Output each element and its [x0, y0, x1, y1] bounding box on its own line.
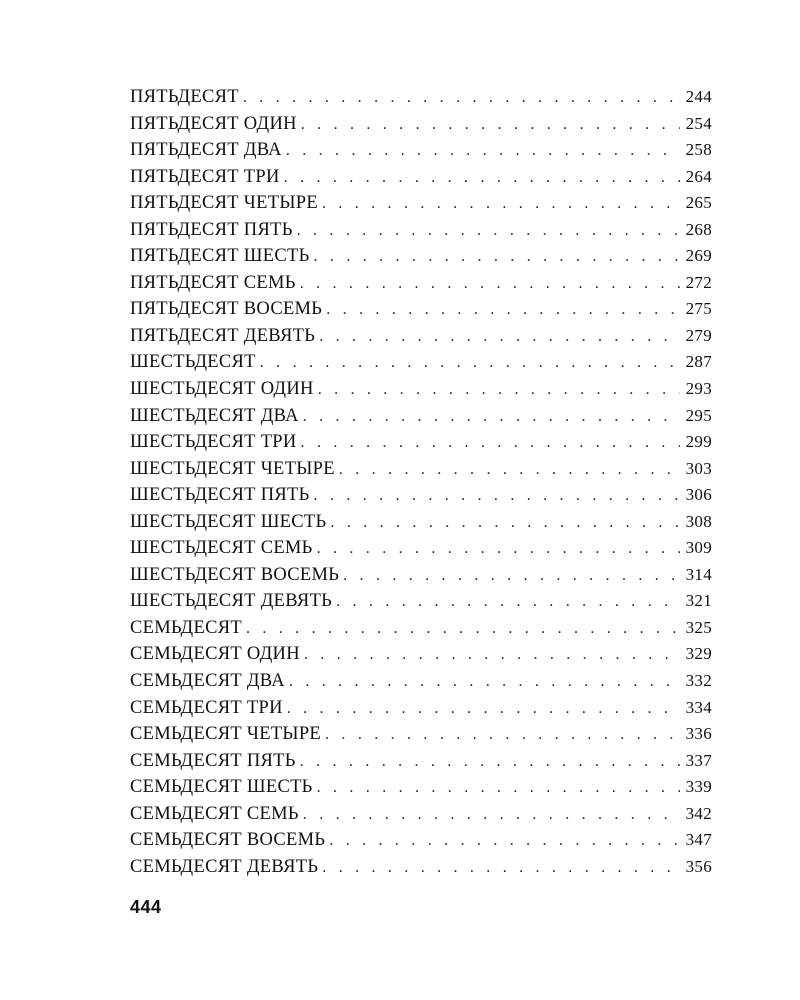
toc-entry-title: ПЯТЬДЕСЯТ ТРИ	[130, 166, 280, 187]
toc-entry-title: ШЕСТЬДЕСЯТ ДВА	[130, 405, 299, 426]
toc-entry	[130, 588, 712, 615]
toc-entry-title: ШЕСТЬДЕСЯТ ШЕСТЬ	[130, 511, 327, 532]
toc-dot-leader	[301, 430, 680, 457]
toc-entry-page-number: 342	[685, 803, 712, 823]
toc-entry-page-number: 295	[685, 405, 712, 425]
toc-entry-title: СЕМЬДЕСЯТ ДВА	[130, 671, 285, 692]
toc-entry	[130, 190, 712, 217]
toc-entry-page-number: 306	[685, 485, 712, 505]
toc-entry-title: СЕМЬДЕСЯТ ШЕСТЬ	[130, 777, 313, 798]
toc-entry-page-number: 299	[685, 432, 712, 452]
toc-entry	[130, 854, 712, 881]
toc-entry-page-number: 254	[685, 113, 712, 133]
toc-dot-leader	[330, 510, 679, 537]
toc-entry-title: ПЯТЬДЕСЯТ ЧЕТЫРЕ	[130, 193, 318, 214]
toc-entry-title: ШЕСТЬДЕСЯТ ТРИ	[130, 432, 297, 453]
toc-entry-title: СЕМЬДЕСЯТ СЕМЬ	[130, 803, 299, 824]
toc-entry-title: СЕМЬДЕСЯТ ЧЕТЫРЕ	[130, 724, 322, 745]
toc-dot-leader	[314, 483, 680, 510]
toc-dot-leader	[318, 377, 680, 404]
toc-dot-leader	[325, 722, 680, 749]
toc-entry-title: ШЕСТЬДЕСЯТ	[130, 352, 256, 373]
toc-entry	[130, 695, 712, 722]
toc-entry-page-number: 325	[685, 617, 712, 637]
toc-entry	[130, 217, 712, 244]
toc-dot-leader	[260, 350, 680, 377]
toc-entry	[130, 482, 712, 509]
toc-dot-leader	[301, 112, 680, 139]
toc-entry-page-number: 264	[685, 166, 712, 186]
toc-entry-page-number: 275	[685, 299, 712, 319]
toc-dot-leader	[329, 828, 679, 855]
toc-dot-leader	[317, 775, 680, 802]
toc-entry-title: СЕМЬДЕСЯТ ПЯТЬ	[130, 750, 296, 771]
toc-entry-page-number: 314	[685, 564, 712, 584]
toc-dot-leader	[243, 85, 680, 112]
toc-entry-title: ШЕСТЬДЕСЯТ ЧЕТЫРЕ	[130, 458, 335, 479]
toc-dot-leader	[286, 138, 680, 165]
toc-dot-leader	[343, 563, 679, 590]
toc-entry	[130, 827, 712, 854]
toc-entry	[130, 641, 712, 668]
table-of-contents	[130, 84, 712, 880]
toc-entry-title: СЕМЬДЕСЯТ ОДИН	[130, 644, 300, 665]
page-number: 444	[130, 897, 162, 917]
toc-entry	[130, 748, 712, 775]
toc-dot-leader	[300, 271, 680, 298]
toc-dot-leader	[303, 404, 680, 431]
toc-entry-page-number: 339	[685, 777, 712, 797]
toc-entry	[130, 243, 712, 270]
toc-dot-leader	[297, 218, 680, 245]
toc-entry	[130, 84, 712, 111]
toc-entry-page-number: 279	[685, 325, 712, 345]
toc-entry-page-number: 309	[685, 538, 712, 558]
toc-entry-title: ПЯТЬДЕСЯТ	[130, 87, 239, 107]
toc-dot-leader	[322, 191, 680, 218]
toc-entry	[130, 323, 712, 350]
toc-entry-page-number: 321	[685, 591, 712, 611]
toc-dot-leader	[304, 642, 680, 669]
toc-entry	[130, 509, 712, 536]
toc-dot-leader	[326, 297, 679, 324]
toc-entry-title: СЕМЬДЕСЯТ ВОСЕМЬ	[130, 830, 326, 851]
toc-entry-title: ШЕСТЬДЕСЯТ ДЕВЯТЬ	[130, 591, 333, 612]
toc-entry-page-number: 303	[685, 458, 712, 478]
toc-entry	[130, 562, 712, 589]
toc-dot-leader	[287, 696, 680, 723]
toc-entry	[130, 535, 712, 562]
toc-dot-leader	[336, 589, 679, 616]
toc-entry-title: ПЯТЬДЕСЯТ ШЕСТЬ	[130, 246, 310, 267]
toc-entry-title: ПЯТЬДЕСЯТ ВОСЕМЬ	[130, 299, 323, 320]
toc-entry-page-number: 308	[685, 511, 712, 531]
toc-entry-page-number: 293	[685, 379, 712, 399]
toc-dot-leader	[322, 855, 679, 882]
toc-entry-page-number: 337	[685, 750, 712, 770]
toc-entry-page-number: 272	[685, 272, 712, 292]
toc-entry	[130, 270, 712, 297]
toc-entry-title: СЕМЬДЕСЯТ ТРИ	[130, 697, 283, 718]
toc-entry	[130, 403, 712, 430]
toc-entry-title: ПЯТЬДЕСЯТ ДВА	[130, 140, 282, 161]
toc-entry-page-number: 269	[685, 246, 712, 266]
toc-dot-leader	[317, 536, 680, 563]
toc-entry	[130, 164, 712, 191]
toc-dot-leader	[246, 616, 680, 643]
toc-dot-leader	[289, 669, 680, 696]
toc-entry	[130, 376, 712, 403]
toc-entry	[130, 774, 712, 801]
toc-entry	[130, 721, 712, 748]
toc-entry-title: ШЕСТЬДЕСЯТ ВОСЕМЬ	[130, 564, 340, 585]
toc-entry-title: ПЯТЬДЕСЯТ ПЯТЬ	[130, 219, 293, 240]
toc-entry	[130, 429, 712, 456]
toc-entry-title: ШЕСТЬДЕСЯТ ОДИН	[130, 379, 314, 400]
toc-entry-title: ШЕСТЬДЕСЯТ ПЯТЬ	[130, 485, 310, 506]
toc-dot-leader	[284, 165, 680, 192]
toc-entry	[130, 296, 712, 323]
toc-entry-page-number: 287	[685, 352, 712, 372]
toc-entry-page-number: 329	[685, 644, 712, 664]
toc-entry-title: ПЯТЬДЕСЯТ ДЕВЯТЬ	[130, 325, 316, 346]
toc-entry	[130, 137, 712, 164]
toc-entry-page-number: 265	[685, 193, 712, 213]
toc-dot-leader	[300, 749, 680, 776]
toc-entry	[130, 349, 712, 376]
toc-entry-page-number: 244	[685, 87, 712, 106]
toc-entry	[130, 801, 712, 828]
toc-entry-title: ПЯТЬДЕСЯТ ОДИН	[130, 113, 297, 134]
toc-entry	[130, 456, 712, 483]
toc-dot-leader	[339, 457, 680, 484]
toc-entry-title: ПЯТЬДЕСЯТ СЕМЬ	[130, 272, 296, 293]
toc-dot-leader	[319, 324, 679, 351]
toc-entry-title: СЕМЬДЕСЯТ	[130, 617, 242, 638]
toc-entry-title: ШЕСТЬДЕСЯТ СЕМЬ	[130, 538, 313, 559]
toc-entry-page-number: 356	[685, 856, 712, 876]
toc-entry-page-number: 268	[685, 219, 712, 239]
toc-entry-title: СЕМЬДЕСЯТ ДЕВЯТЬ	[130, 856, 319, 877]
toc-entry-page-number: 332	[685, 671, 712, 691]
toc-entry	[130, 615, 712, 642]
toc-dot-leader	[314, 244, 680, 271]
toc-entry-page-number: 347	[685, 830, 712, 850]
toc-dot-leader	[303, 802, 680, 829]
toc-entry-page-number: 336	[685, 724, 712, 744]
toc-entry	[130, 111, 712, 138]
toc-entry-page-number: 258	[685, 140, 712, 160]
toc-entry-page-number: 334	[685, 697, 712, 717]
toc-entry	[130, 668, 712, 695]
